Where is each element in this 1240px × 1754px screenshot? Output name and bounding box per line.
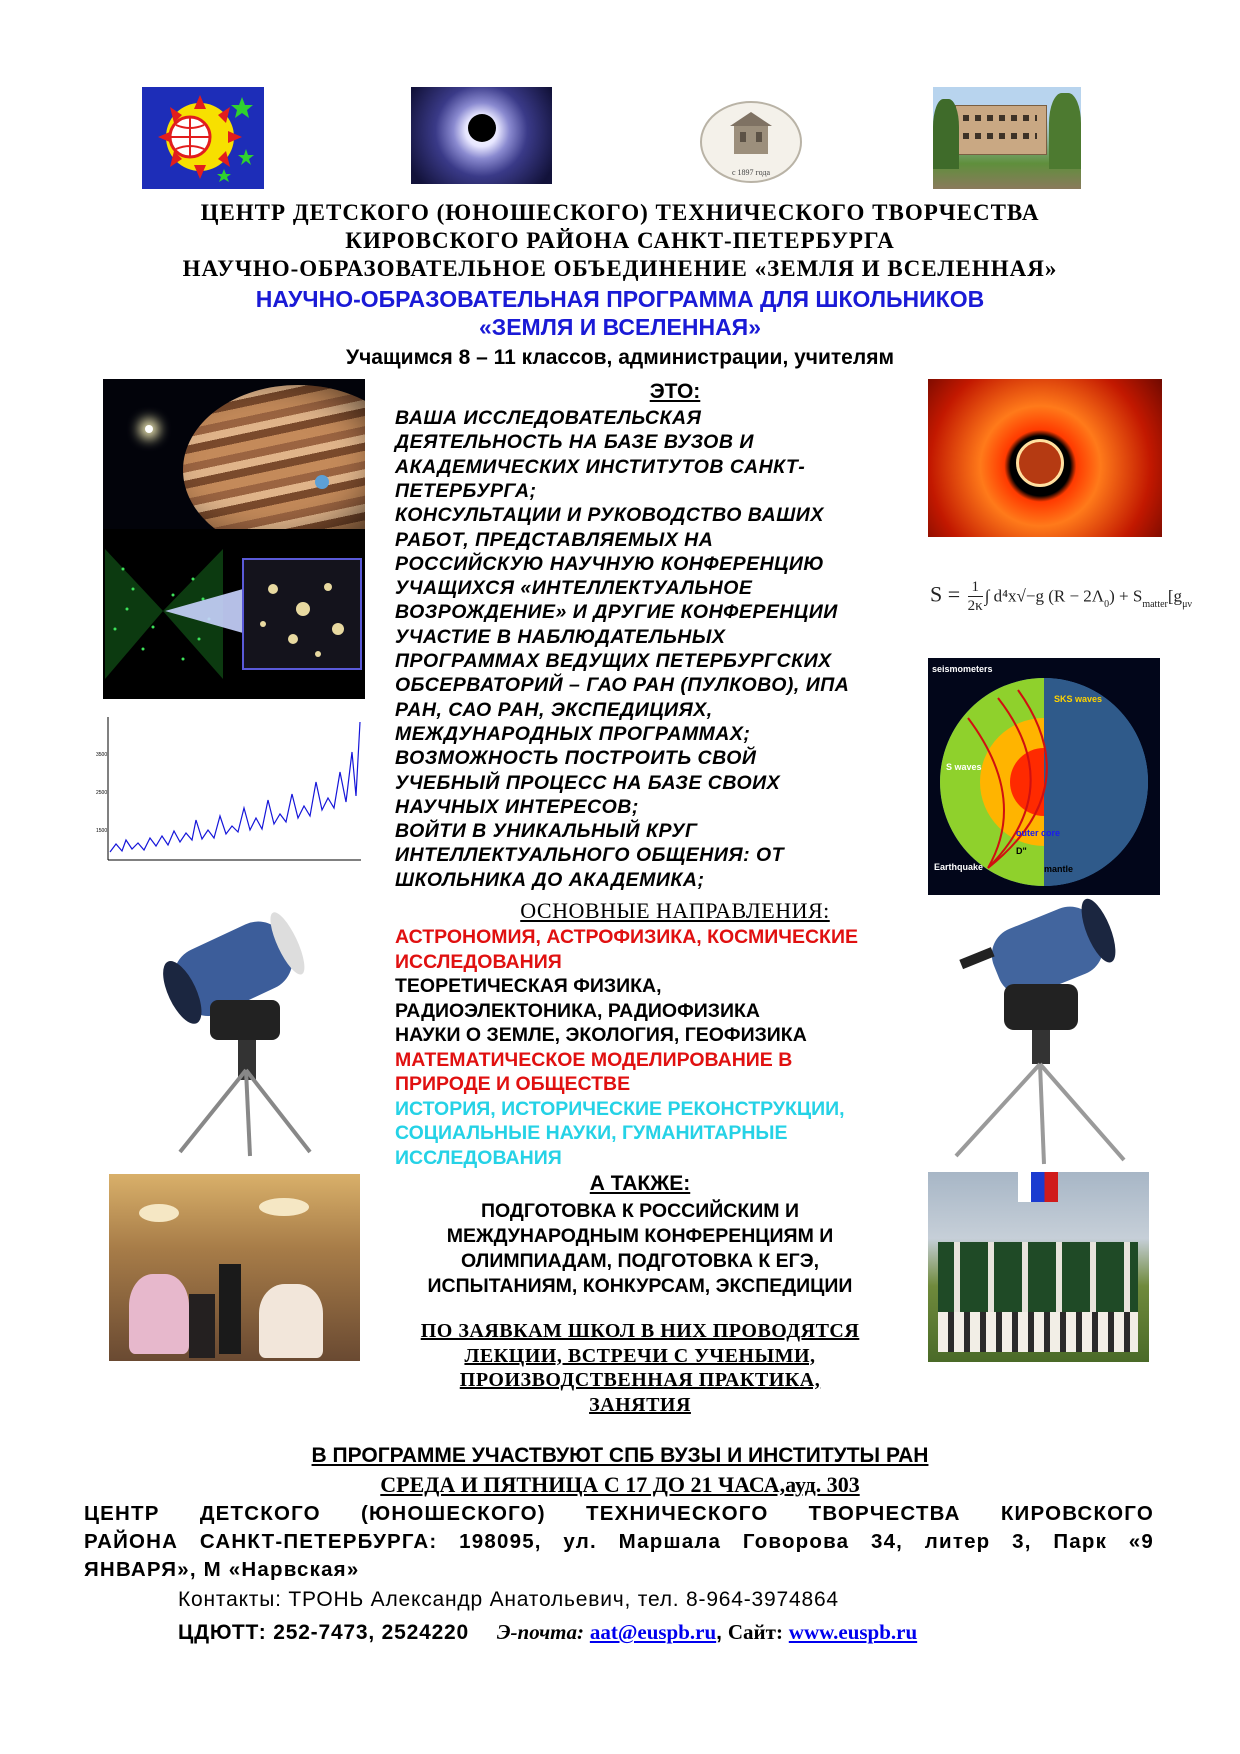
label-seismometers: seismometers <box>932 664 993 674</box>
label-earthquake: Earthquake <box>934 862 984 872</box>
eto-line: РОССИЙСКУЮ НАУЧНУЮ КОНФЕРЕНЦИЮ <box>395 552 825 575</box>
label-mantle: mantle <box>1044 864 1074 874</box>
address-line-3: ЯНВАРЯ», М «Нарвская» <box>84 1558 360 1581</box>
contacts-line: Контакты: ТРОНЬ Александр Анатольевич, тел. 8-964-3974864 <box>178 1588 839 1611</box>
eto-line: ВОЗМОЖНОСТЬ ПОСТРОИТЬ СВОЙ <box>395 747 757 770</box>
eto-line: ВАША ИССЛЕДОВАТЕЛЬСКАЯ <box>395 407 702 429</box>
email-link[interactable]: aat@euspb.ru <box>589 1620 717 1644</box>
address-line-1: ЦЕНТР ДЕТСКОГО (ЮНОШЕСКОГО) ТЕХНИЧЕСКОГО ТВОРЧЕСТВА КИРОВСКОГО <box>84 1502 1154 1525</box>
eclipse-image <box>411 87 552 184</box>
svg-text:2500: 2500 <box>96 790 108 796</box>
direction-line: ТЕОРЕТИЧЕСКАЯ ФИЗИКА, <box>395 975 662 997</box>
label-d-double-prime: D" <box>1016 846 1027 856</box>
svg-text:3500: 3500 <box>96 752 108 758</box>
label-outer-core: outer core <box>1016 828 1061 838</box>
program-title-2: «ЗЕМЛЯ И ВСЕЛЕННАЯ» <box>479 314 761 340</box>
eto-line: УЧЕБНЫЙ ПРОЦЕСС НА БАЗЕ СВОИХ <box>395 771 781 794</box>
eto-line: АКАДЕМИЧЕСКИХ ИНСТИТУТОВ САНКТ- <box>395 455 806 478</box>
also-line: ИСПЫТАНИЯМ, КОНКУРСАМ, ЭКСПЕДИЦИИ <box>427 1275 853 1297</box>
site-label: Сайт: <box>727 1620 783 1644</box>
header-line-3: НАУЧНО-ОБРАЗОВАТЕЛЬНОЕ ОБЪЕДИНЕНИЕ «ЗЕМЛЯ И ВСЕЛЕННАЯ» <box>182 256 1058 281</box>
header-line-2: КИРОВСКОГО РАЙОНА САНКТ-ПЕТЕРБУРГА <box>345 228 895 253</box>
lyceum-seal-caption: с 1897 года <box>731 168 771 177</box>
school-request-line: ПО ЗАЯВКАМ ШКОЛ В НИХ ПРОВОДЯТСЯ <box>420 1320 860 1342</box>
telescope-right-image <box>944 894 1144 1166</box>
label-s-waves: S waves <box>946 762 982 772</box>
eto-title: ЭТО: <box>649 380 701 403</box>
direction-line: ПРИРОДЕ И ОБЩЕСТВЕ <box>395 1073 631 1095</box>
school-request-line: ЗАНЯТИЯ <box>589 1393 691 1416</box>
eto-line: ПРОГРАММАХ ВЕДУЩИХ ПЕТЕРБУРГСКИХ <box>395 650 832 672</box>
eto-line: УЧАСТИЕ В НАБЛЮДАТЕЛЬНЫХ <box>395 625 726 648</box>
svg-text:1500: 1500 <box>96 828 108 834</box>
also-line: ПОДГОТОВКА К РОССИЙСКИМ И <box>481 1200 799 1222</box>
eto-line: НАУЧНЫХ ИНТЕРЕСОВ; <box>395 795 639 818</box>
participants-line: В ПРОГРАММЕ УЧАСТВУЮТ СПБ ВУЗЫ И ИНСТИТУТЫ РАН <box>311 1444 929 1467</box>
galaxy-survey-image <box>103 529 365 699</box>
solar-corona-image <box>928 379 1162 537</box>
schedule-line: СРЕДА И ПЯТНИЦА С 17 ДО 21 ЧАСА,ауд. 303 <box>380 1472 860 1497</box>
audience-line: Учащимся 8 – 11 классов, администрации, учителям <box>346 346 894 369</box>
einstein-hilbert-formula: S = $\frac{1}{2\kappa}$ ∫ d⁴x√−g $(R - 2\Lambda_0) + S_{matter}[g_{\mu\nu}$ <box>930 579 1192 614</box>
also-line: ОЛИМПИАДАМ, ПОДГОТОВКА К ЕГЭ, <box>460 1250 820 1272</box>
spectrum-plot-image <box>96 712 366 872</box>
direction-line: РАДИОЭЛЕКТОНИКА, РАДИОФИЗИКА <box>395 999 760 1022</box>
direction-line: ИСТОРИЯ, ИСТОРИЧЕСКИЕ РЕКОНСТРУКЦИИ, <box>395 1097 845 1120</box>
school-request-line: ЛЕКЦИИ, ВСТРЕЧИ С УЧЕНЫМИ, <box>464 1344 816 1367</box>
eto-line: РАН, САО РАН, ЭКСПЕДИЦИЯХ, <box>395 698 713 721</box>
direction-line: АСТРОНОМИЯ, АСТРОФИЗИКА, КОСМИЧЕСКИЕ <box>395 926 858 948</box>
school-request-line: ПРОИЗВОДСТВЕННАЯ ПРАКТИКА, <box>459 1369 821 1391</box>
email-label: Э-почта: <box>496 1620 585 1644</box>
eto-line: КОНСУЛЬТАЦИИ И РУКОВОДСТВО ВАШИХ <box>395 504 824 527</box>
lyceum-seal-logo <box>696 100 806 185</box>
phones-text: ЦДЮТТ: 252-7473, 2524220 <box>178 1621 470 1644</box>
phones-email-line: ЦДЮТТ: 252-7473, 2524220 Э-почта: aat@euspb.ru, Сайт: www.euspb.ru <box>178 1620 918 1644</box>
gas-giant-image <box>103 379 365 529</box>
direction-line: ИССЛЕДОВАНИЯ <box>395 1146 562 1169</box>
eto-line: МЕЖДУНАРОДНЫХ ПРОГРАММАХ; <box>395 722 751 745</box>
eto-line: ДЕЯТЕЛЬНОСТЬ НА БАЗЕ ВУЗОВ И <box>395 431 754 454</box>
address-line-2: РАЙОНА САНКТ-ПЕТЕРБУРГА: 198095, ул. Маршала Говорова 34, литер 3, Парк «9 <box>84 1530 1154 1553</box>
eto-line: РАБОТ, ПРЕДСТАВЛЯЕМЫХ НА <box>395 528 714 551</box>
eto-line: ШКОЛЬНИКА ДО АКАДЕМИКА; <box>395 868 705 891</box>
eto-line: ВОЙТИ В УНИКАЛЬНЫЙ КРУГ <box>395 820 698 843</box>
logo-sun-globe <box>142 87 264 189</box>
eto-line: УЧАЩИХСЯ «ИНТЕЛЛЕКТУАЛЬНОЕ <box>395 577 753 600</box>
direction-line: ИССЛЕДОВАНИЯ <box>395 950 562 973</box>
directions-title: ОСНОВНЫЕ НАПРАВЛЕНИЯ: <box>520 898 830 923</box>
direction-line: НАУКИ О ЗЕМЛЕ, ЭКОЛОГИЯ, ГЕОФИЗИКА <box>395 1024 807 1046</box>
label-sks-waves: SKS waves <box>1054 694 1103 704</box>
eto-line: ПЕТЕРБУРГА; <box>395 479 537 502</box>
eto-line: ОБСЕРВАТОРИЙ – ГАО РАН (ПУЛКОВО), ИПА <box>395 674 850 697</box>
also-line: МЕЖДУНАРОДНЫМ КОНФЕРЕНЦИЯМ И <box>446 1225 834 1247</box>
eto-line: ИНТЕЛЛЕКТУАЛЬНОГО ОБЩЕНИЯ: ОТ <box>395 844 785 867</box>
eto-line: ВОЗРОЖДЕНИЕ» И ДРУГИЕ КОНФЕРЕНЦИИ <box>395 601 838 624</box>
ballroom-photo <box>109 1174 360 1361</box>
direction-line: СОЦИАЛЬНЫЕ НАУКИ, ГУМАНИТАРНЫЕ <box>395 1122 788 1144</box>
program-title-1: НАУЧНО-ОБРАЗОВАТЕЛЬНАЯ ПРОГРАММА ДЛЯ ШКОЛЬНИКОВ <box>255 286 985 312</box>
site-link[interactable]: www.euspb.ru <box>788 1620 918 1644</box>
school-building-photo <box>933 87 1081 189</box>
also-title: А ТАКЖЕ: <box>589 1172 691 1195</box>
telescope-left-image <box>150 890 350 1160</box>
header-line-1: ЦЕНТР ДЕТСКОГО (ЮНОШЕСКОГО) ТЕХНИЧЕСКОГО ТВОРЧЕСТВА <box>200 200 1040 225</box>
earth-seismic-diagram <box>928 658 1160 895</box>
direction-line: МАТЕМАТИЧЕСКОЕ МОДЕЛИРОВАНИЕ В <box>395 1048 793 1071</box>
historical-reenactment-photo <box>928 1172 1149 1362</box>
